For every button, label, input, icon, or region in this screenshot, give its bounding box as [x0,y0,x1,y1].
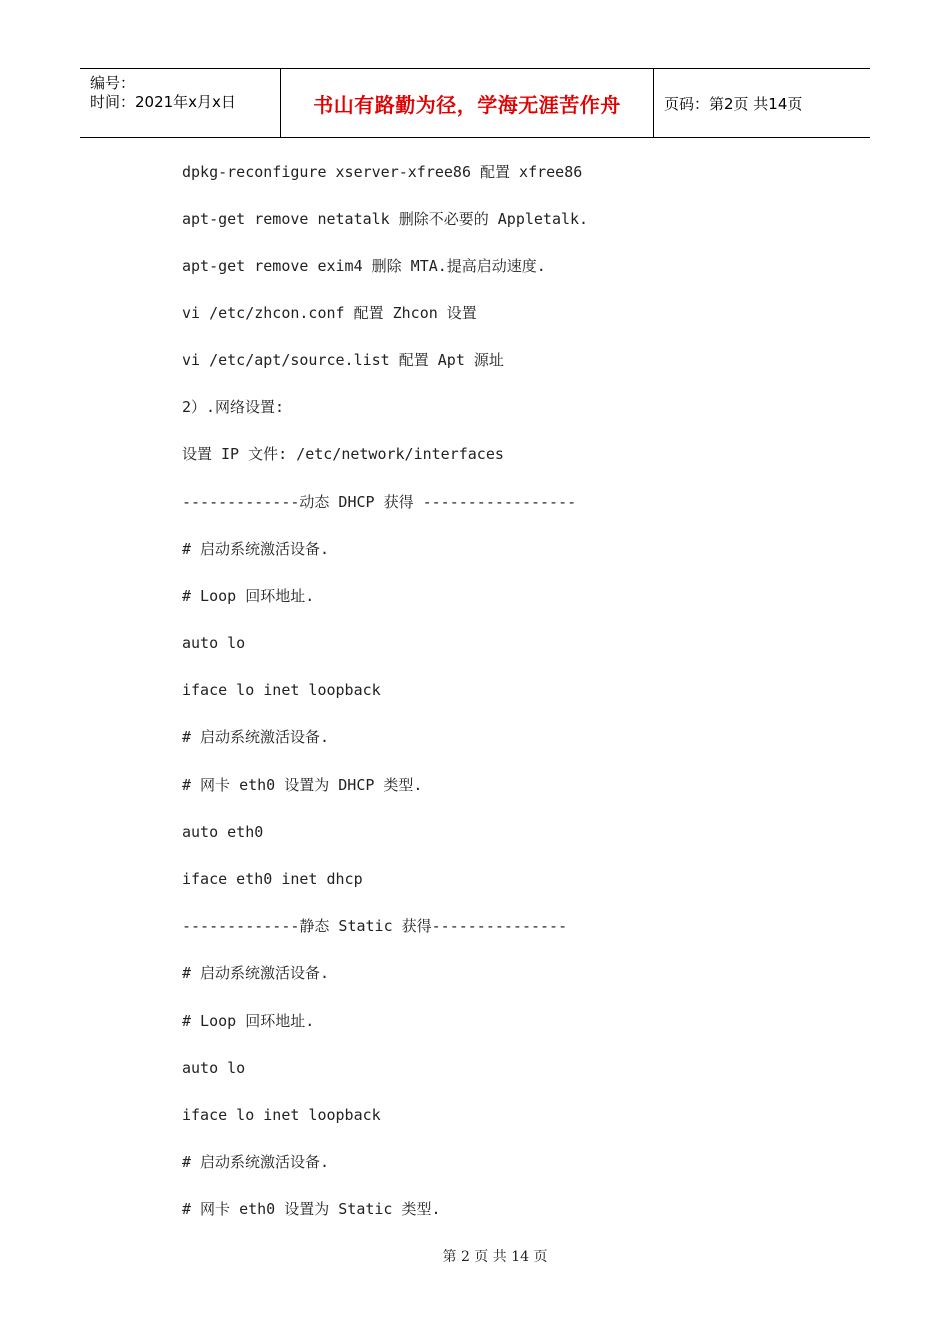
page-info: 页码：第2页 共14页 [664,94,803,113]
text-line: # 网卡 eth0 设置为 Static 类型. [182,1200,441,1218]
text-line: # Loop 回环地址. [182,587,315,605]
header-motto-cell [281,69,654,137]
motto-text: 书山有路勤为径，学海无涯苦作舟 [313,92,621,117]
text-line: # 启动系统激活设备. [182,964,330,982]
text-line: auto lo [182,1059,246,1077]
header-page-cell [654,69,870,137]
text-line: iface lo inet loopback [182,681,381,699]
text-line: iface eth0 inet dhcp [182,870,363,888]
text-line: vi /etc/apt/source.list 配置 Apt 源址 [182,351,504,369]
number-label: 编号： [90,74,136,92]
page-header [80,68,870,138]
text-line: # 网卡 eth0 设置为 DHCP 类型. [182,776,423,794]
date-line: 时间：2021年x月x日 [90,93,236,111]
header-meta-cell [80,69,281,137]
text-line: iface lo inet loopback [182,1106,381,1124]
text-line: # 启动系统激活设备. [182,1153,330,1171]
text-line: vi /etc/zhcon.conf 配置 Zhcon 设置 [182,304,477,322]
text-line: # 启动系统激活设备. [182,728,330,746]
text-line: auto eth0 [182,823,264,841]
text-line: 2）.网络设置: [182,398,285,416]
text-line: # Loop 回环地址. [182,1012,315,1030]
text-line: apt-get remove netatalk 删除不必要的 Appletalk. [182,210,589,228]
text-line: auto lo [182,634,246,652]
text-line: apt-get remove exim4 删除 MTA.提高启动速度. [182,257,546,275]
text-line: # 启动系统激活设备. [182,540,330,558]
page-footer: 第 2 页 共 14 页 [442,1249,548,1265]
section-divider: -------------动态 DHCP 获得 ----------------- [182,493,577,511]
text-line: 设置 IP 文件: /etc/network/interfaces [182,445,504,463]
text-line: dpkg-reconfigure xserver-xfree86 配置 xfree86 [182,163,583,181]
section-divider: -------------静态 Static 获得--------------- [182,917,568,935]
